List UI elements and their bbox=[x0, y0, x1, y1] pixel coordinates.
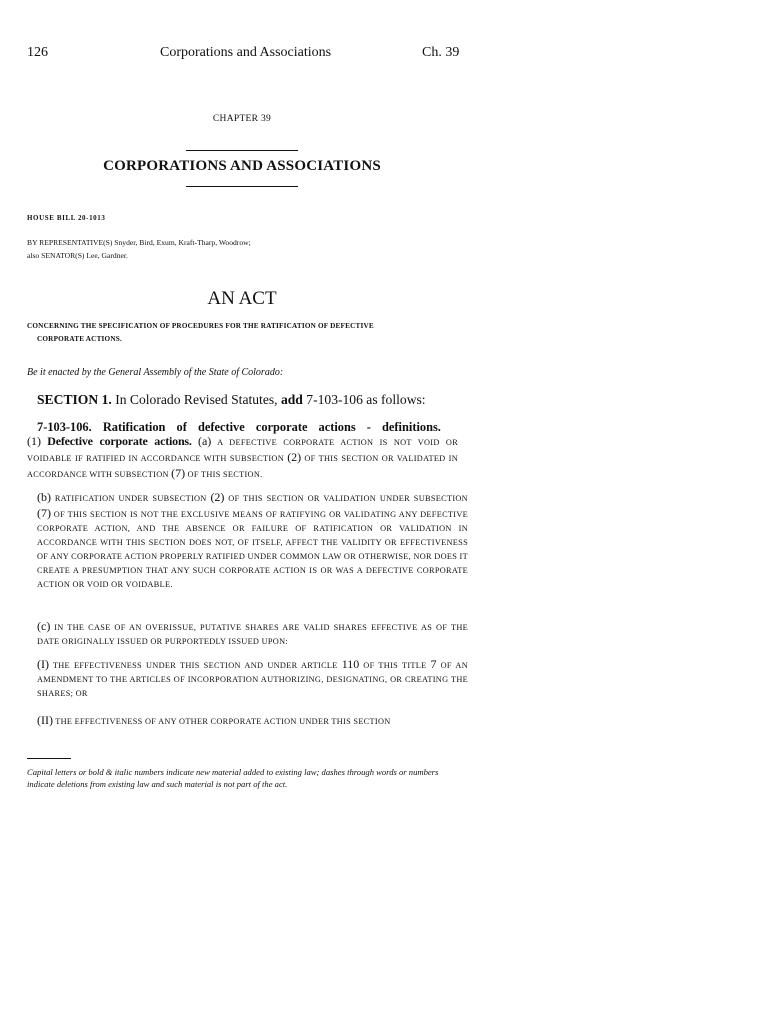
enacting-clause: Be it enacted by the General Assembly of the State of Colorado: bbox=[27, 367, 284, 378]
b-text-1: RATIFICATION UNDER SUBSECTION bbox=[51, 494, 211, 503]
sub1-title: Defective corporate actions. bbox=[47, 434, 192, 448]
chapter-ref: Ch. 39 bbox=[422, 45, 460, 60]
i-label: (I) bbox=[37, 657, 49, 671]
subparagraph-ii bbox=[27, 713, 468, 729]
section-1 bbox=[37, 392, 426, 408]
sponsors-line-2: also SENATOR(S) Lee, Gardner. bbox=[27, 251, 128, 260]
act-heading: AN ACT bbox=[207, 288, 277, 309]
c-text: IN THE CASE OF AN OVERISSUE, PUTATIVE SHARES ARE VALID SHARES EFFECTIVE AS OF THE DATE ORIGINALLY ISSUED OR PURPORTEDLY ISSUED UPON: bbox=[37, 623, 468, 646]
sponsors-line-1: BY REPRESENTATIVE(S) Snyder, Bird, Exum, Kraft-Tharp, Woodrow; bbox=[27, 238, 251, 247]
section-text-a: In Colorado Revised Statutes, bbox=[111, 392, 281, 407]
statute-heading: 7-103-106. Ratification of defective corporate actions - definitions. bbox=[37, 420, 441, 434]
concerning-clause bbox=[27, 320, 458, 346]
title-rule-bottom bbox=[186, 186, 298, 187]
sub1-number: (1) bbox=[27, 434, 41, 448]
running-title: Corporations and Associations bbox=[160, 45, 332, 60]
sub1-ref-2: (7) bbox=[171, 466, 186, 480]
ii-label: (II) bbox=[37, 713, 53, 727]
paragraph-c bbox=[27, 619, 468, 649]
section-text-b: 7-103-106 as follows: bbox=[302, 392, 426, 407]
sub1-text-1: A DEFECTIVE CORPORATE ACTION IS NOT VOID OR VOIDABLE IF RATIFIED IN ACCORDANCE WITH SUBSECTION bbox=[27, 438, 459, 463]
concerning-line-1: CONCERNING THE SPECIFICATION OF PROCEDURES FOR THE RATIFICATION OF DEFECTIVE bbox=[27, 322, 374, 330]
b-text-3: OF THIS SECTION IS NOT THE EXCLUSIVE MEANS OF RATIFYING OR VALIDATING ANY DEFECTIVE CORPORATE ACTION, AND THE ABSENCE OR FAILURE OF RATIFICATION OR VALIDATION IN ACCORDANCE WITH THIS SECTION DOES NOT, OF ITSELF, AFFECT THE VALIDITY OR EFFECTIVENESS OF ANY CORPORATE ACTION PROPERLY RATIFIED UNDER COMMON LAW OR OTHERWISE, NOR DOES IT CREATE A PRESUMPTION THAT ANY SUCH CORPORATE ACTION IS OR WAS A DEFECTIVE CORPORATE ACTION OR VOID OR VOIDABLE. bbox=[37, 510, 468, 589]
title-rule-top bbox=[186, 150, 298, 151]
i-text-3: OF AN AMENDMENT TO THE ARTICLES OF INCORPORATION AUTHORIZING, DESIGNATING, OR CREATING THE SHARES; OR bbox=[37, 661, 468, 698]
b-label: (b) bbox=[37, 490, 51, 504]
c-label: (c) bbox=[37, 619, 51, 633]
chapter-title: CORPORATIONS AND ASSOCIATIONS bbox=[103, 158, 381, 174]
i-ref-2: 7 bbox=[430, 657, 437, 671]
page-number: 126 bbox=[27, 45, 48, 60]
subparagraph-i bbox=[27, 657, 468, 701]
footnote-rule bbox=[27, 758, 71, 759]
sub1-text-2: OF THIS SECTION OR VALIDATED IN ACCORDANCE WITH SUBSECTION bbox=[27, 454, 458, 479]
b-ref-1: (2) bbox=[210, 490, 225, 504]
section-add: add bbox=[280, 392, 303, 407]
subsection-1 bbox=[27, 420, 458, 482]
sub1-ref-1: (2) bbox=[287, 450, 302, 464]
paragraph-b bbox=[27, 490, 468, 592]
bill-number: HOUSE BILL 20-1013 bbox=[27, 214, 106, 222]
b-text-2: OF THIS SECTION OR VALIDATION UNDER SUBSECTION bbox=[224, 494, 468, 503]
sub1-a-label: (a) bbox=[197, 434, 212, 448]
i-text-2: OF THIS TITLE bbox=[359, 661, 431, 670]
b-ref-2: (7) bbox=[37, 506, 51, 520]
i-text-1: THE EFFECTIVENESS UNDER THIS SECTION AND UNDER ARTICLE bbox=[49, 661, 342, 670]
concerning-line-2: CORPORATE ACTIONS. bbox=[37, 335, 122, 343]
section-label: SECTION 1. bbox=[37, 392, 112, 407]
sub1-text-3: OF THIS SECTION. bbox=[185, 470, 263, 479]
ii-text: THE EFFECTIVENESS OF ANY OTHER CORPORATE ACTION UNDER THIS SECTION bbox=[52, 717, 391, 726]
footnote: Capital letters or bold & italic numbers indicate new material added to existing law; dashes through words or numbers indicate deletions from existing law and such material is not part of the act. bbox=[27, 767, 439, 789]
chapter-label: CHAPTER 39 bbox=[212, 114, 272, 124]
i-ref: 110 bbox=[341, 657, 360, 671]
